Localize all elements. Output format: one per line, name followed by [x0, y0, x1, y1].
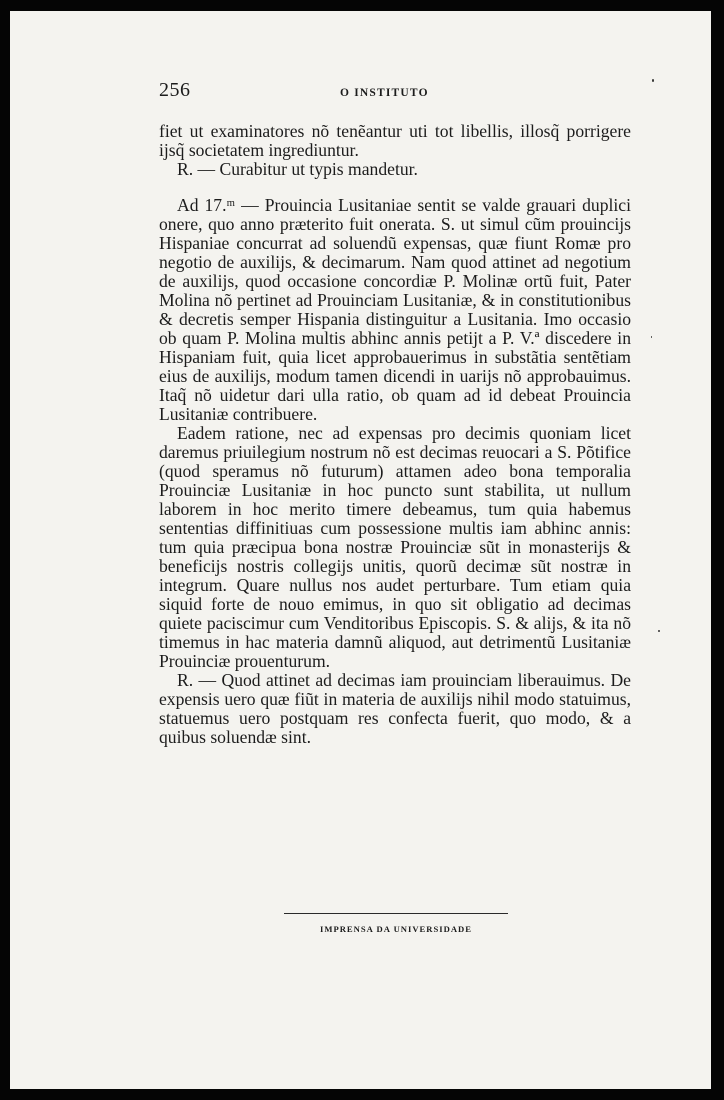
paragraph: Ad 17.ᵐ — Prouincia Lusitaniae sentit se valde grauari duplici onere, quo anno præterito fuit onerata. S. ut simul cũm prouincijs Hispaniae concurrat ad soluendũ expensas, quæ fiunt Romæ pro negotio de auxilijs, & decimarum. Nam quod attinet ad negotium de auxilijs, quod occasione concordiæ P. Molinæ ortũ fuit, Pater Molina nõ pertinet ad Prouinciam Lusitaniæ, & in constitutionibus & decretis semper Hispania distinguitur a Lusitania. Imo occasio ob quam P. Molina multis abhinc annis petijt a P. V.ª discedere in Hispaniam fuit, quia licet approbauerimus in substãtia sentẽtiam eius de auxilijs, modum tamen dicendi in uarijs nõ approbauimus. Itaq̃ nõ uidetur dari ulla ratio, ob quam ad id debeat Prouincia Lusitaniæ contribuere. [159, 195, 631, 424]
running-header-title: O INSTITUTO [340, 87, 429, 99]
scan-speck [658, 630, 660, 632]
scan-border-right [711, 0, 724, 1100]
scan-border-bottom [0, 1089, 724, 1100]
footer-imprint: IMPRENSA DA UNIVERSIDADE [320, 924, 472, 934]
scan-border-left [0, 0, 10, 1100]
footer-rule [284, 913, 508, 914]
main-text [159, 196, 631, 747]
paragraph: Eadem ratione, nec ad expensas pro decimis quoniam licet daremus priuilegium nostrum nõ est decimas reuocari a S. Põtifice (quod speramus nõ futurum) attamen adeo bona temporalia Prouinciæ Lusitaniæ in hoc puncto sunt stabilita, ut nullum laborem in hoc merito timere debeamus, tum quia habemus sententias diffinitiuas cum possessione multis iam abhinc annis: tum quia præcipua bona nostræ Prouinciæ sũt in monasterijs & beneficijs nostris collegijs unitis, quorũ decimæ sũt nostræ in integrum. Quare nullus nos audet perturbare. Tum etiam quia siquid forte de nouo emimus, in quo sit obligatio ad decimas quiete paciscimur cum Venditoribus Episcopis. S. & alijs, & ita nõ timemus in hac materia damnũ aliquod, aut detrimentũ Lusitaniæ Prouinciæ prouenturum. [159, 423, 631, 671]
paragraph: fiet ut examinatores nõ tenẽantur uti tot libellis, illosq̃ porrigere ijsq̃ societatem ingrediuntur. [159, 121, 631, 160]
reply-paragraph: R. — Curabitur ut typis mandetur. [177, 159, 418, 179]
scan-speck [651, 336, 652, 338]
scan-border-top [0, 0, 724, 11]
continuation-text [159, 122, 631, 179]
reply-paragraph: R. — Quod attinet ad decimas iam prouinciam liberauimus. De expensis uero quæ fiũt in materia de auxilijs nihil modo statuimus, statuemus uero postquam res confecta fuerit, quo modo, & a quibus soluendæ sint. [159, 670, 631, 747]
scan-speck [652, 79, 654, 82]
page-number: 256 [159, 79, 191, 101]
